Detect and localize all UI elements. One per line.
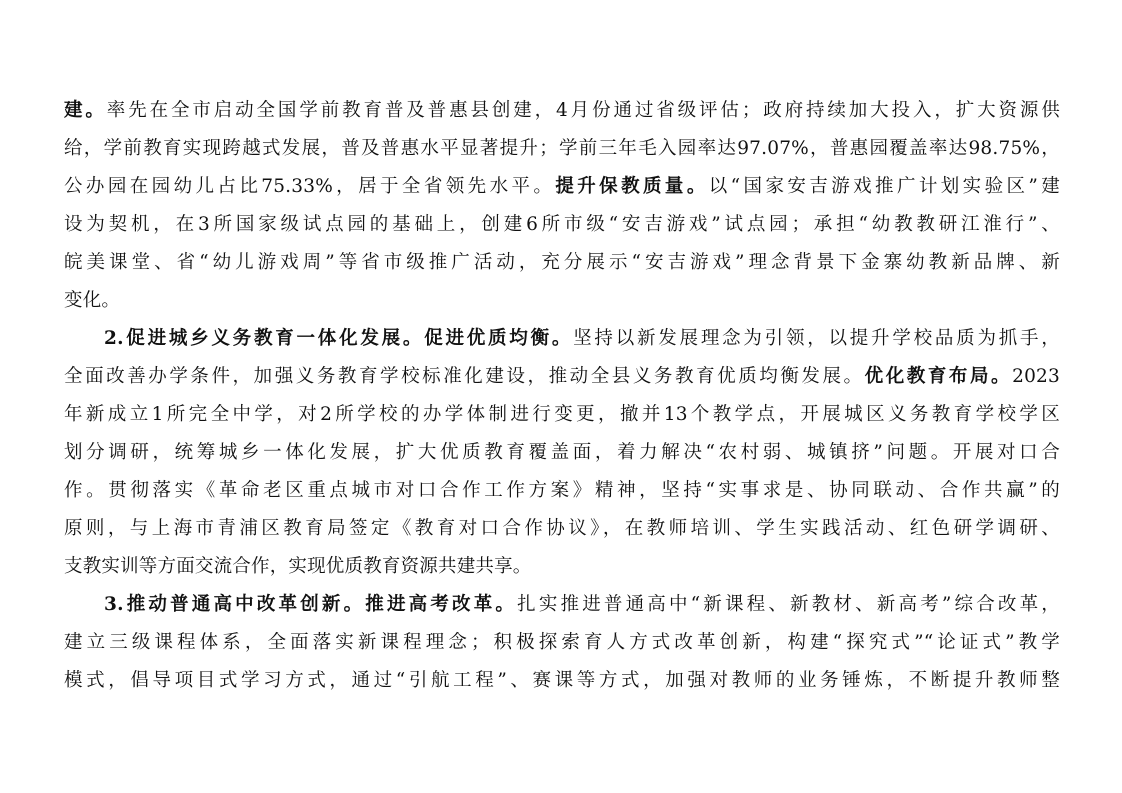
document-page [64, 92, 1060, 700]
text-line: 年新成立1所完全中学，对2所学校的办学体制进行变更，撤并13个教学点，开展城区义务教育学校学区 [64, 404, 1060, 425]
text-line: 变化。 [64, 290, 121, 311]
text-line: 支教实训等方面交流合作，实现优质教育资源共建共享。 [64, 556, 532, 577]
text-line: 公办园在园幼儿占比75.33%，居于全省领先水平。提升保教质量。以“国家安吉游戏推广计划实验区”建 [64, 176, 1060, 197]
text-line: 给，学前教育实现跨越式发展，普及普惠水平显著提升；学前三年毛入园率达97.07%，普惠园覆盖率达98.75%， [64, 138, 1060, 159]
text-line: 设为契机，在3所国家级试点园的基础上，创建6所市级“安吉游戏”试点园；承担“幼教教研江淮行”、 [64, 214, 1060, 235]
text-line: 全面改善办学条件，加强义务教育学校标准化建设，推动全县义务教育优质均衡发展。优化教育布局。2023 [64, 366, 1060, 387]
text-line: 原则，与上海市青浦区教育局签定《教育对口合作协议》，在教师培训、学生实践活动、红色研学调研、 [64, 518, 1060, 539]
text-line: 建。率先在全市启动全国学前教育普及普惠县创建，4月份通过省级评估；政府持续加大投入，扩大资源供 [64, 100, 1061, 121]
paragraph-high-school [64, 586, 1060, 700]
text-line: 划分调研，统筹城乡一体化发展，扩大优质教育覆盖面，着力解决“农村弱、城镇挤”问题。开展对口合 [64, 442, 1060, 463]
text-line: 皖美课堂、省“幼儿游戏周”等省市级推广活动，充分展示“安吉游戏”理念背景下金寨幼教新品牌、新 [64, 252, 1060, 273]
text-line: 作。贯彻落实《革命老区重点城市对口合作工作方案》精神，坚持“实事求是、协同联动、合作共赢”的 [64, 480, 1060, 501]
paragraph-compulsory-education [64, 320, 1060, 586]
paragraph-preschool [64, 92, 1060, 320]
text-line: 3.推动普通高中改革创新。推进高考改革。扎实推进普通高中“新课程、新教材、新高考”综合改革， [104, 594, 1060, 615]
text-line: 2.促进城乡义务教育一体化发展。促进优质均衡。坚持以新发展理念为引领，以提升学校品质为抓手， [104, 328, 1060, 349]
text-line: 模式，倡导项目式学习方式，通过“引航工程”、赛课等方式，加强对教师的业务锤炼，不断提升教师整 [64, 670, 1060, 691]
text-line: 建立三级课程体系，全面落实新课程理念；积极探索育人方式改革创新，构建“探究式”“论证式”教学 [64, 632, 1060, 653]
